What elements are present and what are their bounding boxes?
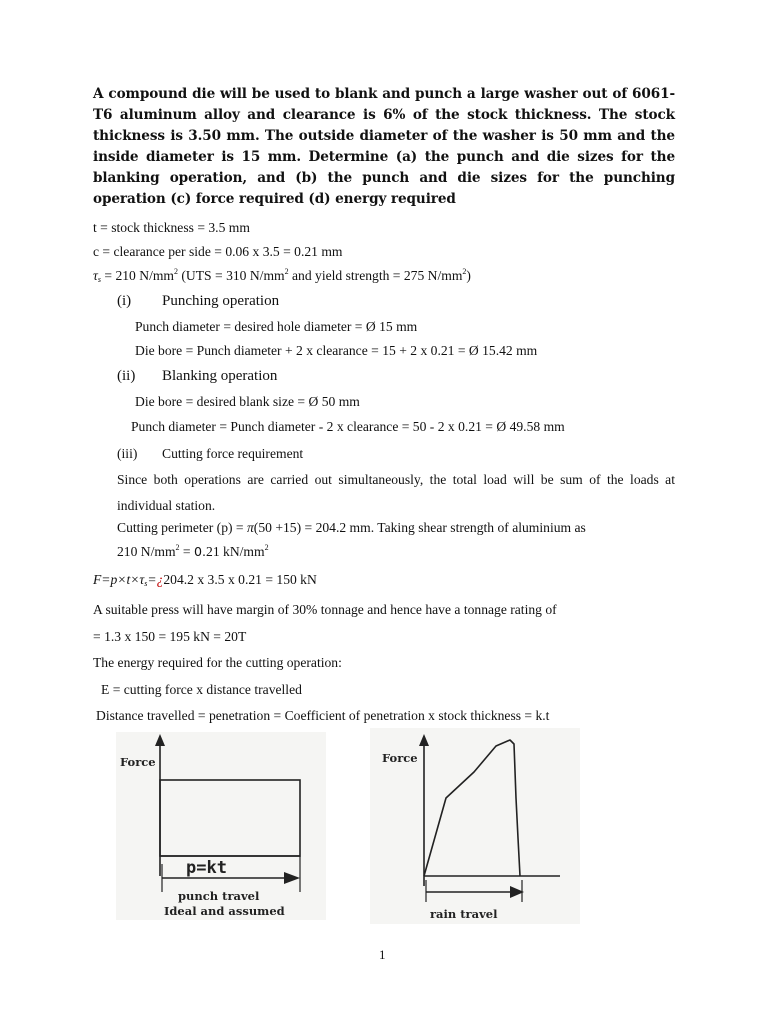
figure-left-caption: Ideal and assumed xyxy=(164,904,285,918)
formula-lhs: F=p×t×τ xyxy=(93,572,145,587)
energy-line-3: Distance travelled = penetration = Coefficient of penetration x stock thickness = k.t xyxy=(96,708,550,723)
figure-right-ylabel: Force xyxy=(382,751,418,765)
force-rectangle xyxy=(160,780,300,856)
equals: = xyxy=(179,544,194,559)
y-axis-arrow xyxy=(419,734,429,746)
formula-equals: = xyxy=(147,572,157,587)
pi-symbol: π xyxy=(246,520,254,535)
force-formula xyxy=(93,571,317,589)
energy-line-2: E = cutting force x distance travelled xyxy=(101,682,302,697)
tau-value: = 210 N/mm xyxy=(101,268,174,283)
formula-subscript: s xyxy=(144,579,148,588)
tau-subscript: s xyxy=(97,275,101,284)
force-curve xyxy=(424,740,520,876)
blanking-heading: Blanking operation xyxy=(162,368,278,384)
ideal-force-svg xyxy=(116,732,326,920)
yield-value: and yield strength = 275 N/mm xyxy=(288,268,463,283)
problem-statement: A compound die will be used to blank and punch a large washer out of 6061-T6 aluminum alloy and clearance is 6% of the stock thickness. The stock thickness is 3.50 mm. The outside diameter of the washer is 50 mm and the inside diameter is 15 mm. Determine (a) the punch and die sizes for the blanking operation, and (b) the punch and die sizes for the punching operation (c) force required (d) energy required xyxy=(93,86,675,207)
punching-line-1: Punch diameter = desired hole diameter = Ø 15 mm xyxy=(135,319,418,334)
blanking-line-2: Punch diameter = Punch diameter - 2 x clearance = 50 - 2 x 0.21 = Ø 49.58 mm xyxy=(131,419,565,434)
press-line-1: A suitable press will have margin of 30% tonnage and hence have a tonnage rating of xyxy=(93,602,557,617)
punching-number: (i) xyxy=(117,293,132,309)
sup-2: 2 xyxy=(264,543,269,552)
cutting-number: (iii) xyxy=(117,446,138,461)
formula-rhs: 204.2 x 3.5 x 0.21 = 150 kN xyxy=(163,572,317,587)
page-number: 1 xyxy=(379,947,386,962)
y-axis-arrow xyxy=(155,734,165,746)
figure-ideal-force xyxy=(116,732,326,920)
figure-left-inner-label: p=kt xyxy=(186,858,227,878)
sup-2: 2 xyxy=(462,267,467,276)
sup-2: 2 xyxy=(284,267,289,276)
shear-mpa: 210 N/mm xyxy=(117,544,176,559)
punching-line-2: Die bore = Punch diameter + 2 x clearance = 15 + 2 x 0.21 = Ø 15.42 mm xyxy=(135,343,538,358)
line-clearance: c = clearance per side = 0.06 x 3.5 = 0.21 mm xyxy=(93,244,343,259)
blanking-line-1: Die bore = desired blank size = Ø 50 mm xyxy=(135,394,360,409)
tau-symbol: τ xyxy=(93,268,98,283)
figure-actual-force xyxy=(370,728,580,924)
cutting-perimeter-line xyxy=(117,519,675,537)
line-thickness: t = stock thickness = 3.5 mm xyxy=(93,220,250,235)
zero-point: 0. xyxy=(194,544,207,559)
energy-line-1: The energy required for the cutting operation: xyxy=(93,655,342,670)
figure-left-xlabel: punch travel xyxy=(178,889,260,903)
perimeter-label: Cutting perimeter (p) = xyxy=(117,520,247,535)
shear-kn: 21 kN/mm xyxy=(206,544,265,559)
sup-2: 2 xyxy=(174,267,178,276)
cutting-heading: Cutting force requirement xyxy=(162,446,304,461)
sup-2: 2 xyxy=(175,543,180,552)
uts-value: (UTS = 310 N/mm xyxy=(178,268,285,283)
formula-mark: ¿ xyxy=(156,572,164,587)
actual-force-svg xyxy=(370,728,580,924)
blanking-number: (ii) xyxy=(117,368,136,384)
punching-heading: Punching operation xyxy=(162,293,280,309)
line-shear-strength xyxy=(93,267,471,285)
perimeter-value: (50 +15) = 204.2 mm. Taking shear strength of aluminium as xyxy=(253,520,586,535)
cutting-paragraph-1: Since both operations are carried out simultaneously, the total load will be sum of the loads at individual station. xyxy=(117,472,675,513)
travel-arrow-head xyxy=(284,872,300,884)
shear-strength-line xyxy=(117,543,269,561)
figure-right-xlabel: rain travel xyxy=(430,907,498,921)
paren-close: ) xyxy=(466,268,471,283)
figure-left-ylabel: Force xyxy=(120,755,156,769)
press-line-2: = 1.3 x 150 = 195 kN = 20T xyxy=(93,629,247,644)
